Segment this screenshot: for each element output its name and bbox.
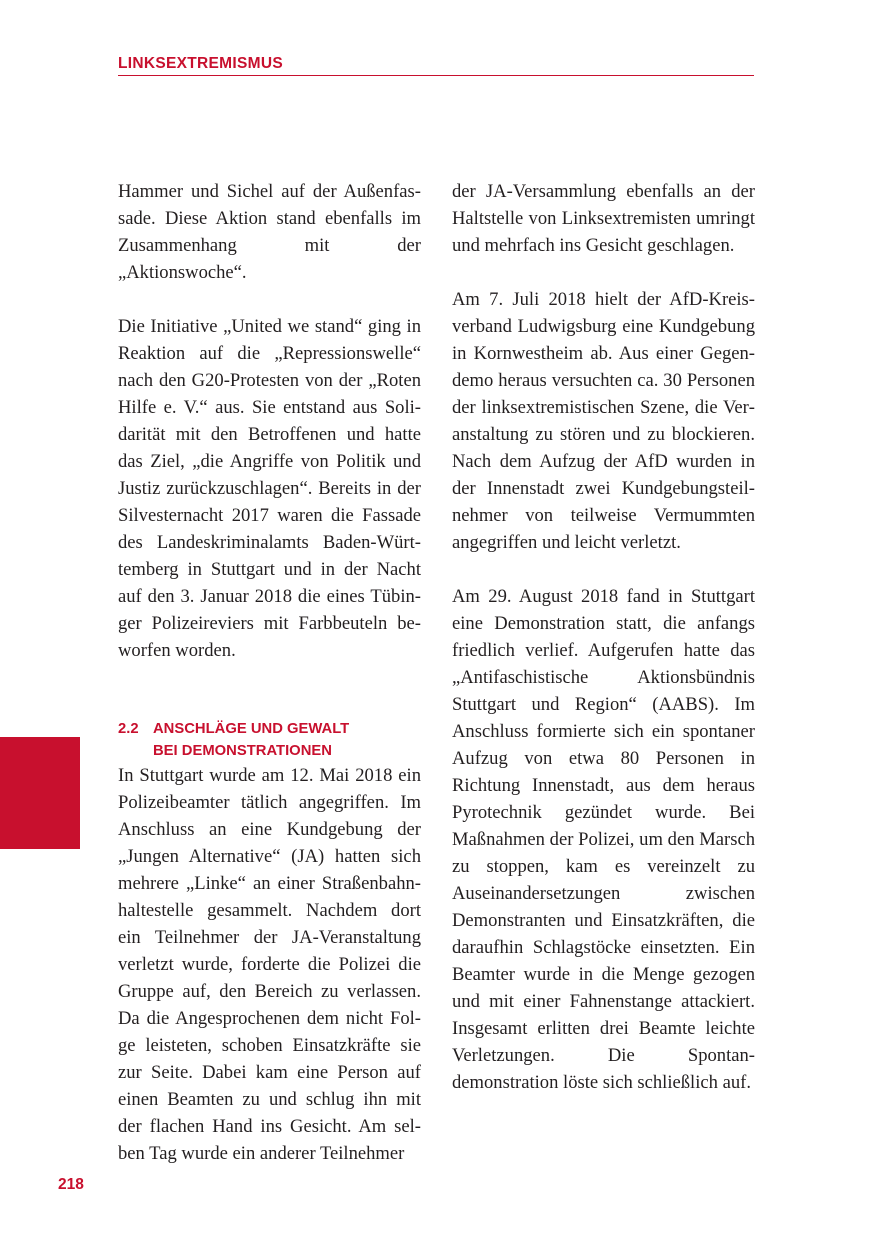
left-column	[118, 178, 421, 1167]
paragraph: Hammer und Sichel auf der Außenfassade. Diese Aktion stand ebenfalls im Zusammenhang mit der „Aktionswoche“.	[118, 181, 421, 283]
chapter-side-tab	[0, 737, 80, 849]
paragraph: Die Initiative „United we stand“ ging in Reaktion auf die „Repressionswelle“ nach den G20-Protesten von der „Roten Hilfe e. V.“ aus. Sie entstand aus Solidarität mit den Betroffenen und hatte das Ziel, „die Angriffe von Politik und Justiz zurückzuschlagen“. Bereits in der Silvesternacht 2017 waren die Fassade des Landeskriminalamts Baden-Württemberg in Stuttgart und in der Nacht auf den 3. Januar 2018 die eines Tübinger Polizeireviers mit Farbbeuteln beworfen worden.	[118, 316, 421, 661]
section-number: 2.2	[118, 721, 139, 737]
section-title-line-1: ANSCHLÄGE UND GEWALT	[153, 721, 350, 737]
paragraph: Am 29. August 2018 fand in Stuttgart eine Demonstration statt, die anfangs friedlich verlief. Aufgerufen hatte das „Antifaschistische Aktionsbündnis Stuttgart und Region“ (AABS). Im Anschluss formierte sich ein spontaner Aufzug von etwa 80 Personen in Richtung Innenstadt, aus dem heraus Pyrotechnik gezündet wurde. Bei Maßnahmen der Polizei, um den Marsch zu stoppen, kam es vereinzelt zu Auseinandersetzungen zwischen Demonstranten und Einsatzkräften, die daraufhin Schlagstöcke einsetzten. Ein Beamter wurde in die Menge gezogen und mit einer Fahnenstange attackiert. Insgesamt erlitten drei Beamte leichte Verletzungen. Die Spontandemonstration löste sich schließlich auf.	[452, 586, 755, 1093]
section-title-line-2: BEI DEMONSTRATIONEN	[153, 743, 332, 759]
paragraph: In Stuttgart wurde am 12. Mai 2018 ein Polizeibeamter tätlich angegriffen. Im Anschluss an eine Kundgebung der „Jungen Alternative“ (JA) hatten sich mehrere „Linke“ an einer Straßenbahnhaltestelle gesammelt. Nachdem dort ein Teilnehmer der JA-Veranstaltung verletzt wurde, forderte die Polizei die Gruppe auf, den Bereich zu verlassen. Da die Angesprochenen dem nicht Folge leisteten, schoben Einsatzkräfte sie zur Seite. Dabei kam eine Person auf einen Beamten zu und schlug ihn mit der flachen Hand ins Gesicht. Am selben Tag wurde ein anderer Teilnehmer	[118, 765, 421, 1164]
right-column	[452, 178, 755, 1096]
section-heading	[118, 718, 421, 762]
page-number: 218	[58, 1176, 84, 1193]
paragraph: der JA-Versammlung ebenfalls an der Haltstelle von Linksextremisten umringt und mehrfach ins Gesicht geschlagen.	[452, 181, 755, 256]
paragraph: Am 7. Juli 2018 hielt der AfD-Kreisverband Ludwigsburg eine Kundgebung in Kornwestheim ab. Aus einer Gegendemo heraus versuchten ca. 30 Personen der linksextremistischen Szene, die Veranstaltung zu stören und zu blockieren. Nach dem Aufzug der AfD wurden in der Innenstadt zwei Kundgebungsteilnehmer von teilweise Vermummten angegriffen und leicht verletzt.	[452, 289, 755, 553]
running-header	[118, 55, 754, 76]
header-title: LINKSEXTREMISMUS	[118, 55, 283, 72]
